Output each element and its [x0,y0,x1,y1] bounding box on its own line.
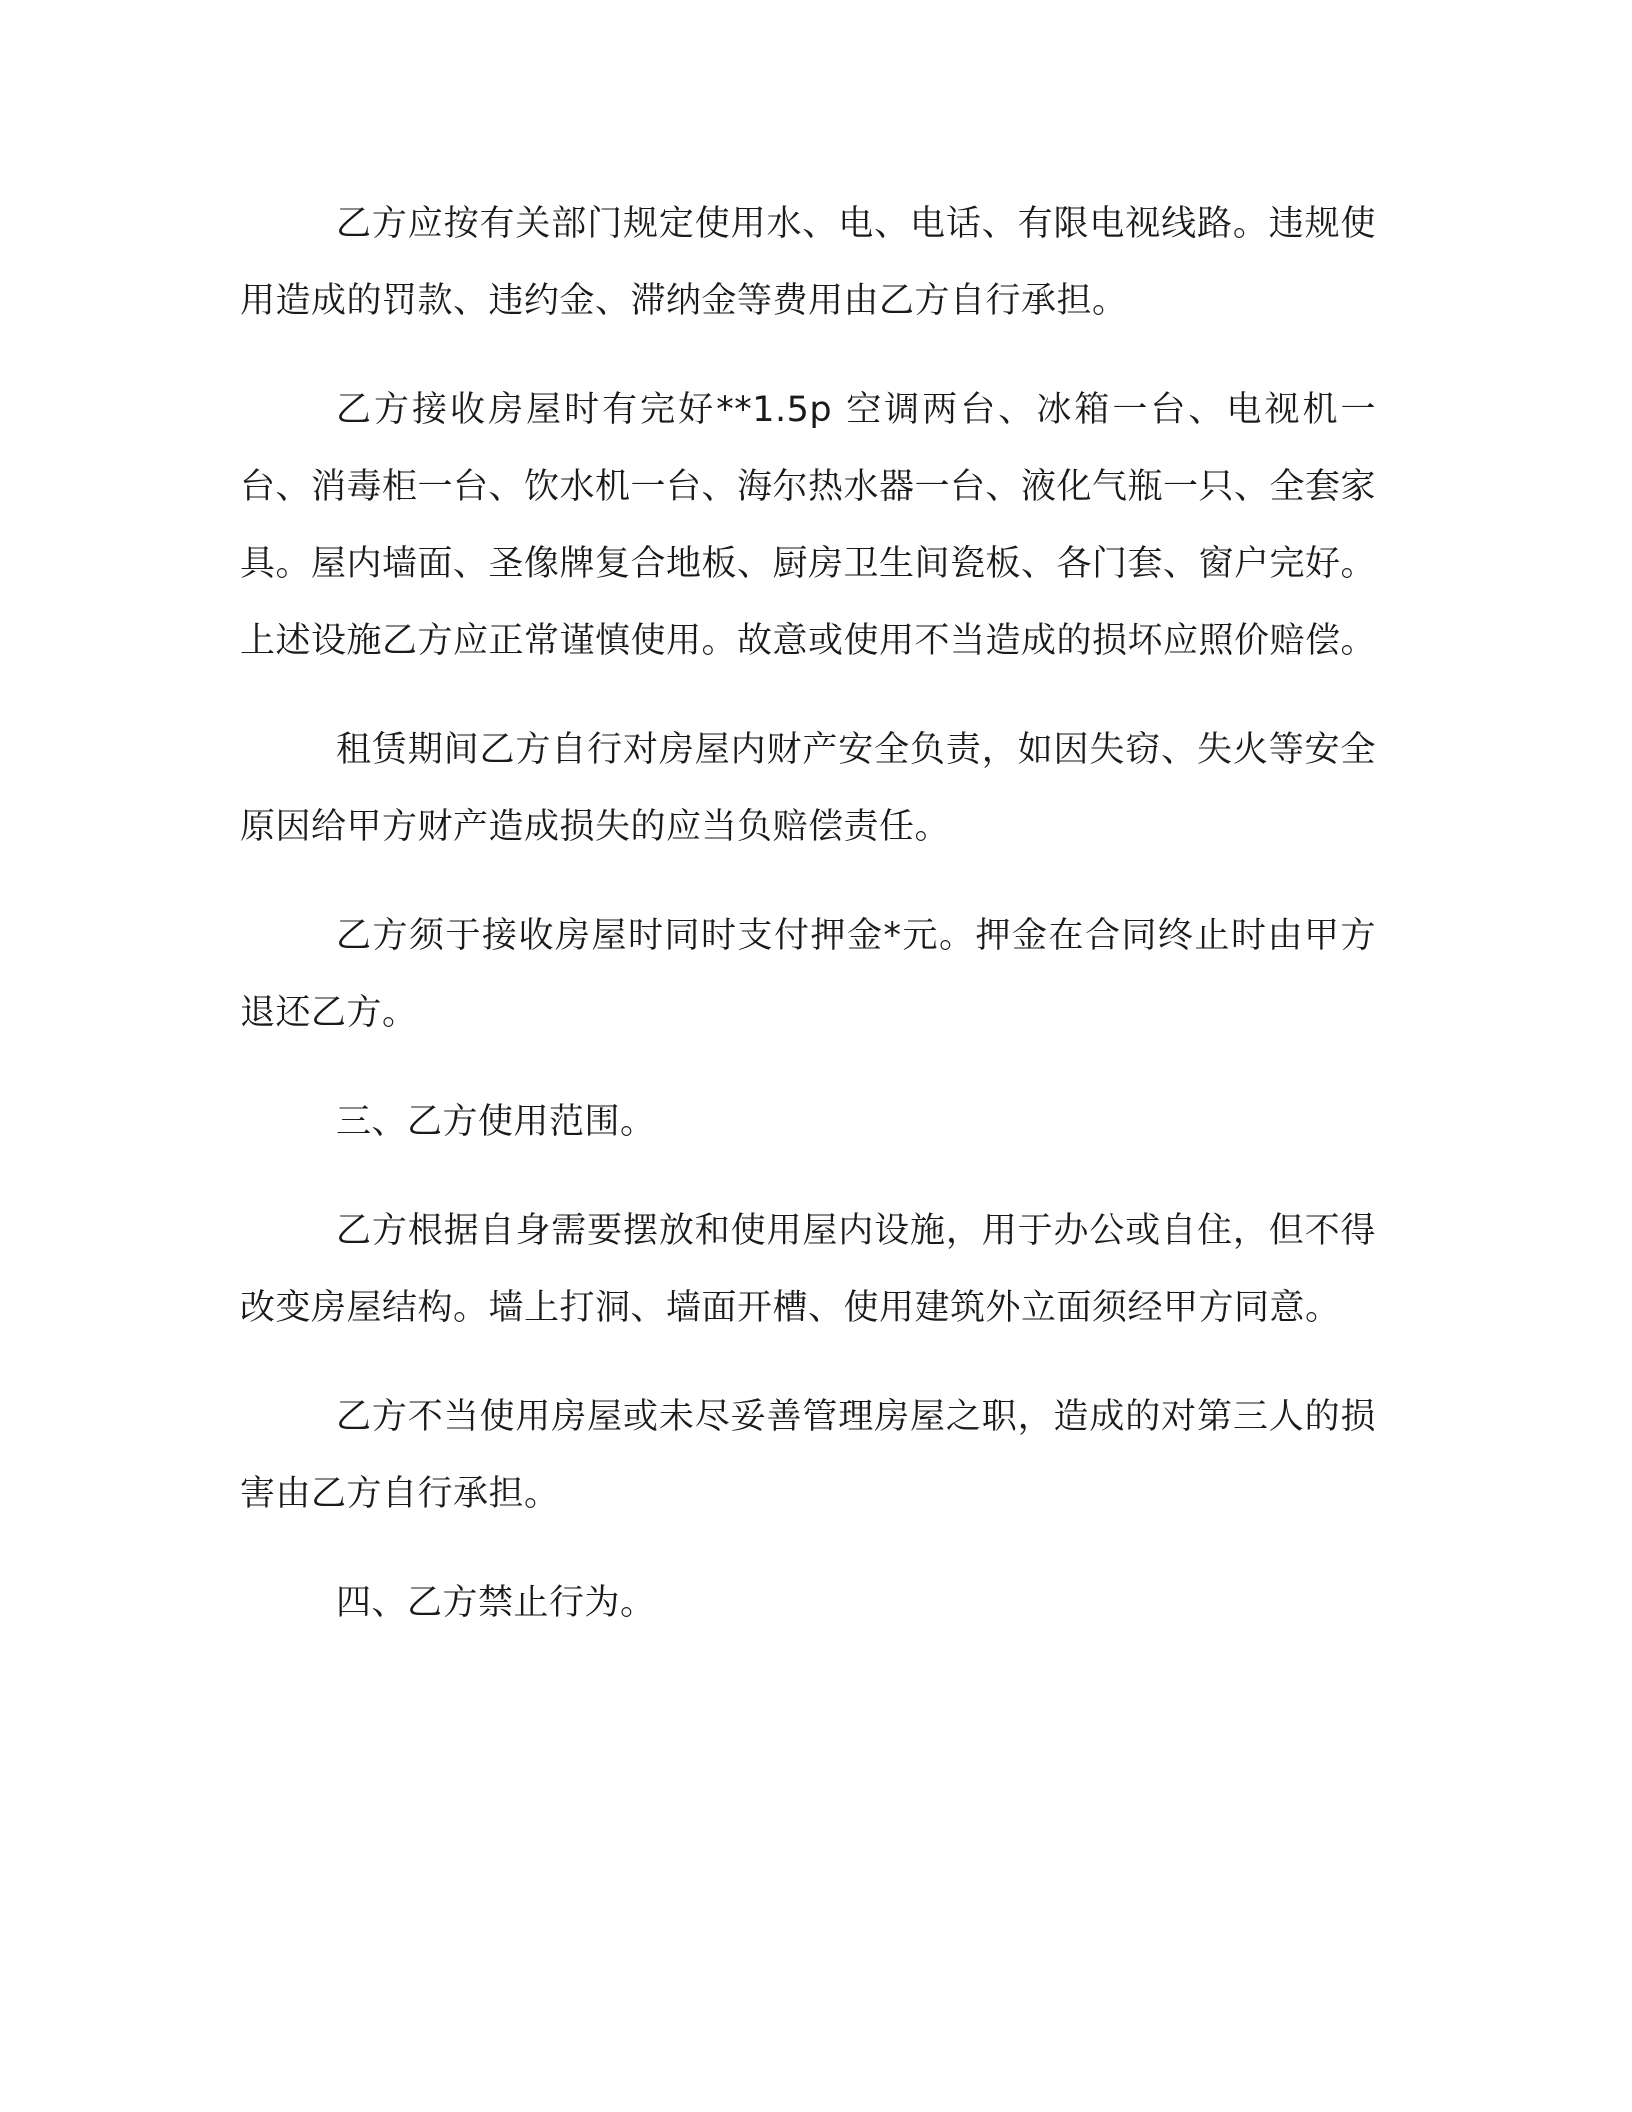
paragraph-deposit: 乙方须于接收房屋时同时支付押金*元。押金在合同终止时由甲方退还乙方。 [240,916,1376,1033]
paragraph-third-party-damage: 乙方不当使用房屋或未尽妥善管理房屋之职，造成的对第三人的损害由乙方自行承担。 [240,1397,1376,1514]
paragraph-property-safety: 租赁期间乙方自行对房屋内财产安全负责，如因失窃、失火等安全原因给甲方财产造成损失的应当负赔偿责任。 [240,730,1376,847]
section-heading-prohibited-acts: 四、乙方禁止行为。 [336,1583,656,1623]
document-body [240,186,1376,1674]
paragraph-facilities: 乙方接收房屋时有完好**1.5p 空调两台、冰箱一台、电视机一台、消毒柜一台、饮水机一台、海尔热水器一台、液化气瓶一只、全套家具。屋内墙面、圣像牌复合地板、厨房卫生间瓷板、各门套、窗户完好。上述设施乙方应正常谨慎使用。故意或使用不当造成的损坏应照价赔偿。 [240,390,1377,661]
section-heading-usage-scope: 三、乙方使用范围。 [336,1102,656,1142]
paragraph-usage-scope: 乙方根据自身需要摆放和使用屋内设施，用于办公或自住，但不得改变房屋结构。墙上打洞、墙面开槽、使用建筑外立面须经甲方同意。 [240,1211,1376,1328]
paragraph-utilities: 乙方应按有关部门规定使用水、电、电话、有限电视线路。违规使用造成的罚款、违约金、滞纳金等费用由乙方自行承担。 [240,204,1376,321]
